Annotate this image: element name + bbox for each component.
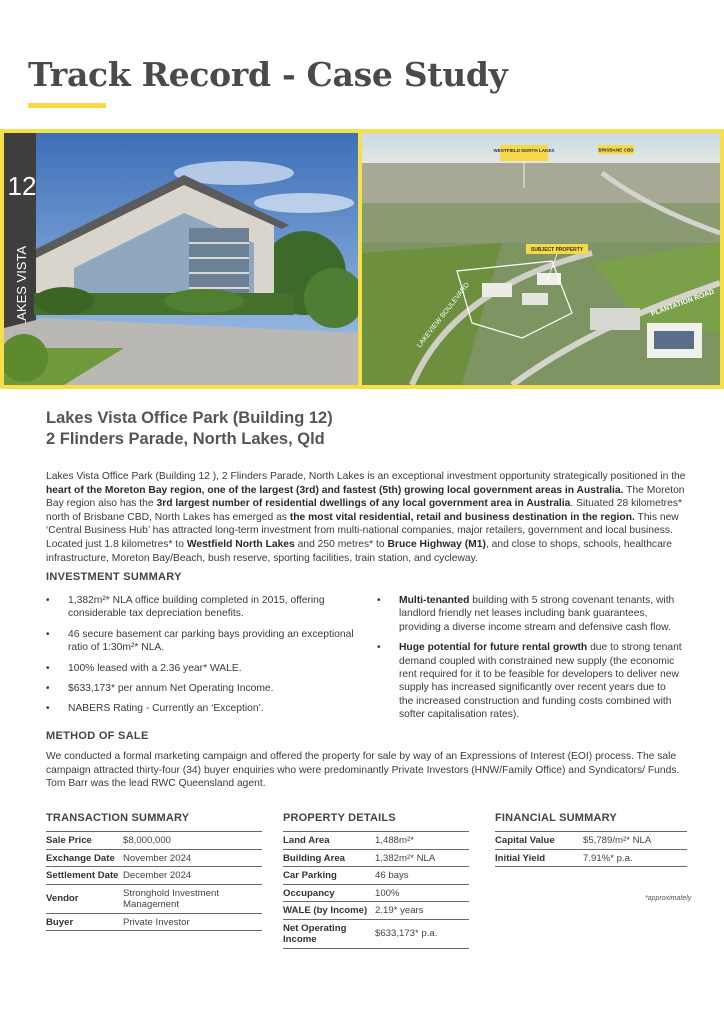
property-heading: [46, 408, 333, 450]
label-road-2: PLANTATION ROAD: [650, 288, 716, 318]
property-address: 2 Flinders Parade, North Lakes, Qld: [46, 430, 325, 448]
table-row: Buyer Private Investor: [46, 914, 262, 932]
financial-summary-heading: FINANCIAL SUMMARY: [495, 812, 617, 824]
list-item: • 46 secure basement car parking bays providing an exceptional ratio of 1:30m²* NLA.: [46, 628, 361, 655]
property-details-table: [283, 812, 469, 949]
table-row: Net Operating Income $633,173* p.a.: [283, 920, 469, 949]
table-row: WALE (by Income) 2.19* years: [283, 902, 469, 920]
building-number: 12: [7, 171, 37, 201]
investment-list-left: [46, 594, 361, 723]
transaction-summary-table: [46, 812, 262, 931]
investment-list-right: [377, 594, 682, 729]
property-name: Lakes Vista Office Park (Building 12): [46, 409, 333, 427]
list-item: • $633,173* per annum Net Operating Income.: [46, 682, 361, 695]
list-item: • Multi-tenanted building with 5 strong covenant tenants, with landlord friendly net leases including bank guarantees, providing a diverse income stream and defensive cash flow.: [377, 594, 682, 634]
page-title: Track Record - Case Study: [28, 55, 508, 94]
property-details-heading: PROPERTY DETAILS: [283, 812, 396, 824]
transaction-summary-heading: TRANSACTION SUMMARY: [46, 812, 190, 824]
method-of-sale-text: We conducted a formal marketing campaign and offered the property for sale by way of an Expressions of Interest (EOI) process. The sale campaign attracted thirty-four (34) buyer enquiries who were predominantly Private Investors (HNW/Family Office) and Syndicators/ Funds. Tom Barr was the lead RWC Queensland agent.: [46, 751, 680, 790]
table-row: Exchange Date November 2024: [46, 850, 262, 868]
label-cbd: BRISBANE CBD: [598, 147, 634, 153]
table-row: Vendor Stronghold Investment Management: [46, 885, 262, 914]
aerial-photo: [362, 133, 720, 385]
table-row: Occupancy 100%: [283, 885, 469, 903]
label-subject: SUBJECT PROPERTY: [530, 247, 584, 253]
label-westfield: WESTFIELD NORTH LAKES: [493, 148, 555, 153]
table-row: Capital Value $5,789/m²* NLA: [495, 831, 687, 850]
list-item: • NABERS Rating - Currently an ‘Exception’.: [46, 702, 361, 715]
list-item: • Huge potential for future rental growth due to strong tenant demand coupled with constrained new supply (the economic rent required for it to be feasible for developers to deliver new supply has increased significantly over recent years due to the increased construction and funding costs combined with softer capitalisation rates).: [377, 641, 682, 721]
label-road-1: LAKEVIEW BOULEVARD: [416, 281, 472, 350]
list-item: • 1,382m²* NLA office building completed in 2015, offering considerable tax depreciation benefits.: [46, 594, 361, 621]
table-row: Sale Price $8,000,000: [46, 831, 262, 850]
table-row: Car Parking 46 bays: [283, 867, 469, 885]
method-of-sale-heading: METHOD OF SALE: [46, 730, 149, 742]
investment-summary-heading: INVESTMENT SUMMARY: [46, 571, 182, 583]
intro-paragraph: Lakes Vista Office Park (Building 12 ), 2 Flinders Parade, North Lakes is an exceptional investment opportunity strategically positioned in the heart of the Moreton Bay region, one of the largest (3rd) and fastest (5th) growing local government areas in Australia. The Moreton Bay region also has the 3rd largest number of residential dwellings of any local government area in Australia. Situated 28 kilometres* north of Brisbane CBD, North Lakes has emerged as the most vital residential, retail and business destination in the region. This new ‘Central Business Hub’ has attracted long-term investment from multi-national companies, major retailers, government and local business. Located just 1.8 kilometres* to Westfield North Lakes and 250 metres* to Bruce Highway (M1), and close to shops, schools, healthcare infrastructure, Moreton Bay/Beach, bush reserve, sporting facilities, train station, and cycleway.: [46, 471, 686, 564]
financial-summary-table: [495, 812, 687, 867]
table-row: Land Area 1,488m²*: [283, 831, 469, 850]
photo-band: [0, 129, 724, 389]
building-signage: LAKES VISTA: [14, 245, 29, 328]
table-row: Building Area 1,382m²* NLA: [283, 850, 469, 868]
footnote: *approximately: [645, 895, 692, 902]
table-row: Initial Yield 7.91%* p.a.: [495, 850, 687, 868]
table-row: Settlement Date December 2024: [46, 867, 262, 885]
title-underline: [28, 103, 106, 108]
list-item: • 100% leased with a 2.36 year* WALE.: [46, 662, 361, 675]
building-photo: [4, 133, 358, 385]
